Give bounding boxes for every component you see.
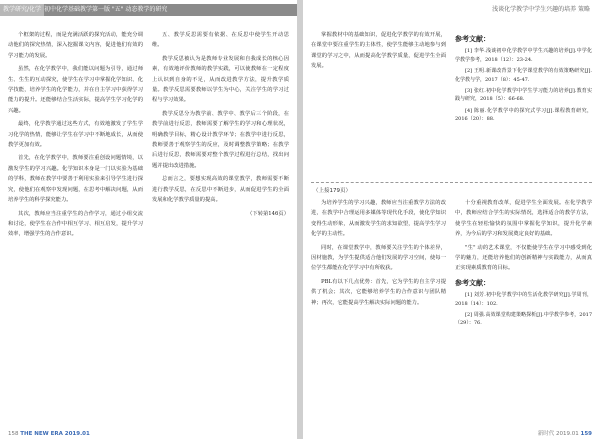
right-page-number: 159 bbox=[580, 431, 592, 437]
header-tag: 教学研究/化学 bbox=[0, 4, 44, 16]
reference-item: [1] 李华.浅谈初中化学教学中学生兴趣的培养[J].中学化学教学参考，2018（12）：23-24. bbox=[455, 48, 592, 63]
paragraph: 总而言之，要想实现高效的课堂教学，教师需要不断进行教学反思，在反思中不断进步，从而促进学生的全面发展和化学教学质量的提高。 bbox=[152, 176, 289, 204]
reference-item: [2] 周强.高效课堂构建策略探析[J].中学教学参考，2017（29）：76. bbox=[455, 312, 592, 327]
left-page bbox=[0, 0, 297, 439]
left-page-number: 158 bbox=[8, 431, 19, 437]
left-header-title: 初中化学基础教学第一版 "五" 动态教学的研究 bbox=[44, 6, 168, 13]
continued-mark: （下转第146页） bbox=[247, 210, 289, 217]
left-column-2 bbox=[152, 30, 289, 222]
left-footer bbox=[8, 431, 90, 437]
right-header-title: 浅谈化学教学中学生兴趣的培养 策略 bbox=[492, 6, 590, 13]
right-column-2-bottom bbox=[455, 198, 592, 331]
left-header bbox=[0, 0, 297, 19]
paragraph: "生" 动的艺术课堂，不仅能使学生在学习中感受到化学的魅力，还能培养他们的创新精神与实践能力，从而真正实现素质教育的目标。 bbox=[455, 244, 592, 272]
paragraph: PBL有以下几点优势：首先，它为学生的自主学习提供了机会；其次，它能够培养学生的合作意识与团队精神；再次，它能提高学生解决实际问题的能力。 bbox=[311, 278, 446, 306]
paragraph: 同时，在课堂教学中，教师要关注学生的个体差异，因材施教，为学生提供适合他们发展的学习空间，使每一位学生都能在化学学习中有所收获。 bbox=[311, 244, 446, 272]
right-footer bbox=[538, 429, 592, 437]
reference-item: [2] 王明.新课改背景下化学课堂教学的有效策略研究[J].化学教与学，2017（8）：45-47. bbox=[455, 68, 592, 83]
right-journal-name: 新时代 2019.01 bbox=[537, 431, 579, 437]
right-page bbox=[303, 0, 600, 439]
paragraph: 虽然，在化学教学中，我们能以问题为引导，通过师生、生生的互动探究，使学生在学习中掌握化学知识、化学技能，培养学生的化学能力，并在自主学习中获得学习能力的提升。还能够结合生活实际，提高学生学习化学的兴趣。 bbox=[8, 66, 143, 114]
paragraph: 为培养学生的学习兴趣，教师应当注重教学方法的改进，在教学中合理运用多媒体等现代化手段，使化学知识变得生动形象，从而激发学生的求知欲望，提高学生学习化学的主动性。 bbox=[311, 200, 446, 238]
paragraph: 最终，化学教学通过这些方式，有效地激发了学生学习化学的热情，能够让学生在学习中不断地成长，从而使教学更加有效。 bbox=[8, 121, 143, 149]
right-column-1-bottom bbox=[311, 198, 446, 311]
right-column-1-top bbox=[311, 30, 446, 75]
paragraph: 教学反思分为教学前、教学中、教学后三个阶段，在教学前进行反思，教师需要了解学生的学习和心理状况，明确教学目标，精心设计教学环节；在教学中进行反思，教师要善于观察学生的反应，及时调整教学策略；在教学后进行反思，教师需要对整个教学过程进行总结，找出问题并提出改进措施。 bbox=[152, 110, 289, 169]
paragraph: 教学反思被认为是教师专业发展和自我成长的核心因素，有效地评价教师的教学实践，可以使教师在一定程度上认识到自身的不足，从而改进教学方法，提升教学质量。教学反思需要教师以学生为中心，关注学生的学习过程与学习效果。 bbox=[152, 55, 289, 104]
right-references-top bbox=[455, 30, 592, 127]
paragraph: 其次，教师应当注重学生的合作学习，通过小组交流和讨论，使学生在合作中相互学习、相互启发，提升学习效率，增强学生的合作意识。 bbox=[8, 210, 143, 238]
references-title: 参考文献： bbox=[455, 35, 490, 43]
paragraph: 十分重视教育改革，促进学生全面发展。在化学教学中，教师应结合学生的实际情况，选择适合的教学方法，使学生在轻松愉快的氛围中掌握化学知识，提升化学素养，为今后的学习和发展奠定良好的基础。 bbox=[455, 200, 592, 238]
references-title-2: 参考文献： bbox=[455, 278, 490, 287]
reference-item: [1] 刘芳.初中化学教学中的生活化教学研究[J].学周刊，2018（14）：102. bbox=[455, 292, 592, 307]
left-column-1 bbox=[8, 30, 143, 243]
continuation-label: （上接179页） bbox=[313, 188, 351, 194]
paragraph: 掌握教材中的基础知识，促进化学教学的有效开展，在课堂中要注重学生的主体性，使学生能够主动地参与到课堂的学习之中，从而提高化学教学质量，促进学生全面发展。 bbox=[311, 32, 446, 70]
reference-item: [3] 张红.初中化学教学中学生学习能力的培养[J].教育实践与研究，2018（5）：66-68. bbox=[455, 88, 592, 103]
section-heading: 五、教学反思需要有依据、在反思中使学生开动思维。 bbox=[152, 32, 289, 49]
paragraph: 个框架的过程，而是充满活跃的探究活动，能充分调动他们的探究热情，深入挖掘课文内容，促进他们有效的学习能力的发展。 bbox=[8, 32, 143, 59]
left-journal-name: THE NEW ERA 2019.01 bbox=[20, 431, 90, 437]
paragraph: 首先，在化学教学中，教师要注重创设问题情境，以激发学生的学习兴趣。化学知识本身是一门以实验为基础的学科，教师在教学中要善于利用实验来引导学生进行探究，使他们在观察中发现问题，在思考中解决问题，从而培养学生的科学探究能力。 bbox=[8, 155, 143, 204]
reference-item: [4] 陈丽.化学教学中的探究式学习[J].课程教育研究，2016（20）：88. bbox=[455, 107, 592, 123]
section-divider bbox=[311, 182, 592, 183]
